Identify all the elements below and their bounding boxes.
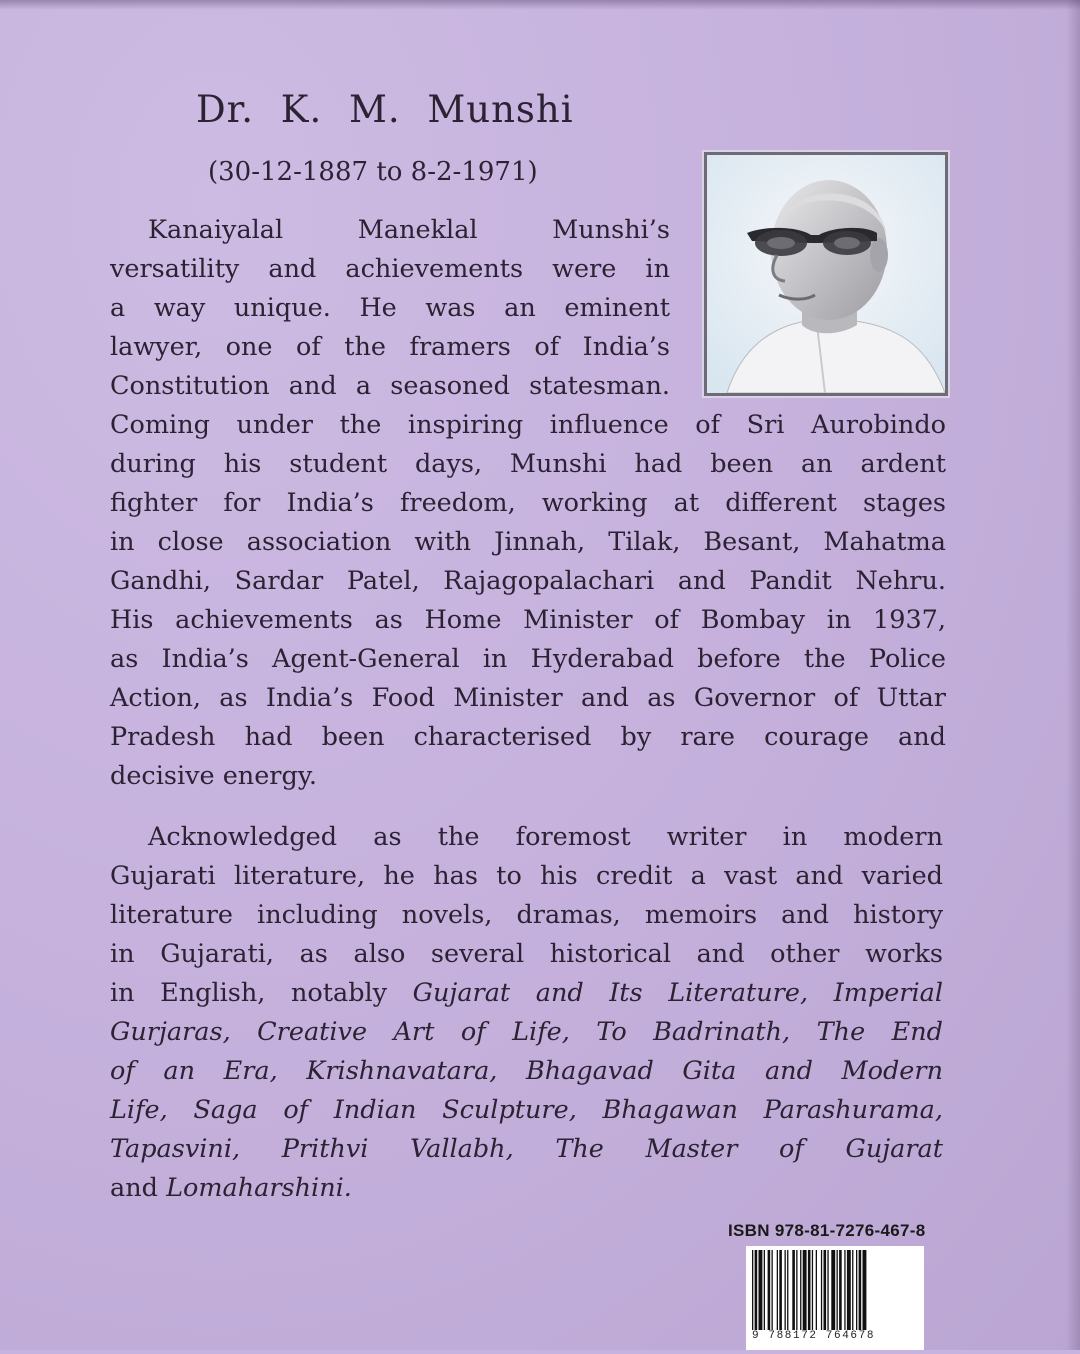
text-line: Pradesh had been characterised by rare courage and	[110, 722, 946, 752]
barcode-bar	[796, 1250, 797, 1330]
barcode-bar	[863, 1250, 867, 1330]
text-line: lawyer, one of the framers of India’s	[110, 332, 670, 362]
barcode-bar	[824, 1250, 827, 1330]
text-line: Gujarati literature, he has to his credit a vast and varied	[110, 861, 943, 891]
text-line: Coming under the inspiring influence of Sri Aurobindo	[110, 410, 946, 440]
biography-paragraph-1	[110, 211, 946, 796]
barcode-bar	[779, 1250, 782, 1330]
text-line: in Gujarati, as also several historical and other works	[110, 939, 943, 969]
barcode-bar	[755, 1250, 758, 1330]
author-dates: (30-12-1887 to 8-2-1971)	[208, 157, 538, 187]
barcode-bar	[764, 1250, 765, 1330]
text-line	[110, 1052, 943, 1091]
biography-paragraph-2	[110, 818, 943, 1208]
book-titles: Gujarat and Its Literature, Imperial	[412, 978, 943, 1008]
barcode-bar	[772, 1250, 773, 1330]
book-titles: Tapasvini, Prithvi Vallabh, The Master of Gujarat	[110, 1134, 943, 1164]
text-line	[110, 1169, 943, 1208]
text-line: in close association with Jinnah, Tilak, Besant, Mahatma	[110, 527, 946, 557]
isbn-label: ISBN 978-81-7276-467-8	[728, 1221, 926, 1240]
book-titles: Life, Saga of Indian Sculpture, Bhagawan Parashurama,	[110, 1095, 943, 1125]
barcode-bar	[808, 1250, 811, 1330]
cover-edge-right	[1066, 0, 1080, 1350]
barcode-bar	[852, 1250, 853, 1330]
barcode-bar	[831, 1250, 835, 1330]
barcode-bar	[785, 1250, 786, 1330]
barcode-bar	[800, 1250, 801, 1330]
text-plain: and	[110, 1173, 167, 1203]
text-line: His achievements as Home Minister of Bombay in 1937,	[110, 605, 946, 635]
barcode-bar	[768, 1250, 771, 1330]
text-line: literature including novels, dramas, memoirs and history	[110, 900, 943, 930]
barcode-bar	[844, 1250, 845, 1330]
text-plain: in English, notably	[110, 978, 413, 1008]
text-line: as India’s Agent-General in Hyderabad before the Police	[110, 644, 946, 674]
text-line: Acknowledged as the foremost writer in modern	[148, 822, 943, 852]
text-line	[110, 974, 943, 1013]
text-line	[110, 1130, 943, 1169]
barcode-bar	[777, 1250, 778, 1330]
barcode-bar	[803, 1250, 807, 1330]
barcode-bar	[759, 1250, 763, 1330]
barcode-bar	[859, 1250, 862, 1330]
text-line: a way unique. He was an eminent	[110, 293, 670, 323]
text-line: fighter for India’s freedom, working at different stages	[110, 488, 946, 518]
barcode-bar	[792, 1250, 795, 1330]
barcode-bar	[752, 1250, 753, 1330]
barcode-bar	[812, 1250, 813, 1330]
text-line: Gandhi, Sardar Patel, Rajagopalachari and Pandit Nehru.	[110, 566, 946, 596]
text-line: decisive energy.	[110, 761, 317, 791]
barcode-bar	[839, 1250, 842, 1330]
book-titles: of an Era, Krishnavatara, Bhagavad Gita and Modern	[110, 1056, 943, 1086]
barcode-bar	[816, 1250, 817, 1330]
barcode-bar	[856, 1250, 857, 1330]
text-line: versatility and achievements were in	[110, 254, 670, 284]
paragraph-1-narrow-block	[110, 211, 670, 406]
author-name-title: Dr. K. M. Munshi	[196, 88, 574, 131]
text-line: Action, as India’s Food Minister and as Governor of Uttar	[110, 683, 946, 713]
barcode-bar	[827, 1250, 828, 1330]
book-titles: Lomaharshini.	[166, 1173, 352, 1203]
text-line: during his student days, Munshi had been an ardent	[110, 449, 946, 479]
text-line: Constitution and a seasoned statesman.	[110, 371, 670, 401]
text-line: Kanaiyalal Maneklal Munshi’s	[148, 215, 670, 245]
book-titles: Gurjaras, Creative Art of Life, To Badrinath, The End	[110, 1017, 943, 1047]
barcode-bar	[787, 1250, 788, 1330]
text-line	[110, 1013, 943, 1052]
barcode-bar	[837, 1250, 838, 1330]
text-line	[110, 1091, 943, 1130]
cover-edge-top	[0, 0, 1080, 10]
barcode-digits: 9 788172 764678	[752, 1330, 876, 1342]
barcode-bar	[821, 1250, 822, 1330]
barcode-bar	[847, 1250, 851, 1330]
